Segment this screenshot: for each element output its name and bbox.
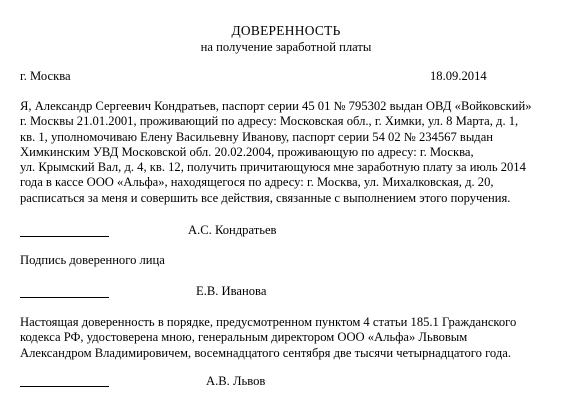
- paragraph-line: кодекса РФ, удостоверена мною, генеральным директором ООО «Альфа» Львовым: [20, 330, 468, 345]
- authorization-paragraph: [20, 99, 560, 206]
- paragraph-line: расписаться за меня и совершить все действия, связанные с выполнением этого поручения.: [20, 190, 511, 205]
- document-title: ДОВЕРЕННОСТЬ: [231, 23, 341, 38]
- director-signature-line: [20, 386, 109, 387]
- document-subtitle: на получение заработной платы: [200, 40, 372, 54]
- paragraph-line: Химкинским УВД Московской обл. 20.02.2004, проживающую по адресу: г. Москва,: [20, 144, 474, 159]
- proxy-signature-line: [20, 297, 109, 298]
- document-date: 18.09.2014: [430, 69, 487, 83]
- principal-signature-line: [20, 236, 109, 237]
- paragraph-line: Настоящая доверенность в порядке, предусмотренном пунктом 4 статьи 185.1 Гражданского: [20, 315, 517, 329]
- paragraph-line: Александром Владимировичем, восемнадцатого сентября две тысячи четырнадцатого года.: [20, 345, 511, 360]
- proxy-signature-name: Е.В. Иванова: [196, 284, 267, 298]
- director-signature-name: А.В. Львов: [206, 374, 266, 388]
- paragraph-line: года в кассе ООО «Альфа», находящегося по адресу: г. Москва, ул. Михалковская, д. 20,: [20, 175, 494, 190]
- certification-paragraph: [20, 315, 560, 361]
- paragraph-line: г. Москвы 21.01.2001, проживающий по адресу: Московская обл., г. Химки, ул. 8 Марта, д. 1,: [20, 114, 519, 129]
- proxy-signature-label: Подпись доверенного лица: [20, 253, 165, 267]
- principal-signature-name: А.С. Кондратьев: [188, 223, 277, 237]
- paragraph-line: Я, Александр Сергеевич Кондратьев, паспорт серии 45 01 № 795302 выдан ОВД «Войковский»: [20, 99, 532, 113]
- paragraph-line: ул. Крымский Вал, д. 4, кв. 12, получить причитающуюся мне заработную плату за июль 2014: [20, 160, 526, 175]
- paragraph-line: кв. 1, уполномочиваю Елену Васильевну Иванову, паспорт серии 54 02 № 234567 выдан: [20, 129, 494, 144]
- document-city: г. Москва: [20, 69, 71, 83]
